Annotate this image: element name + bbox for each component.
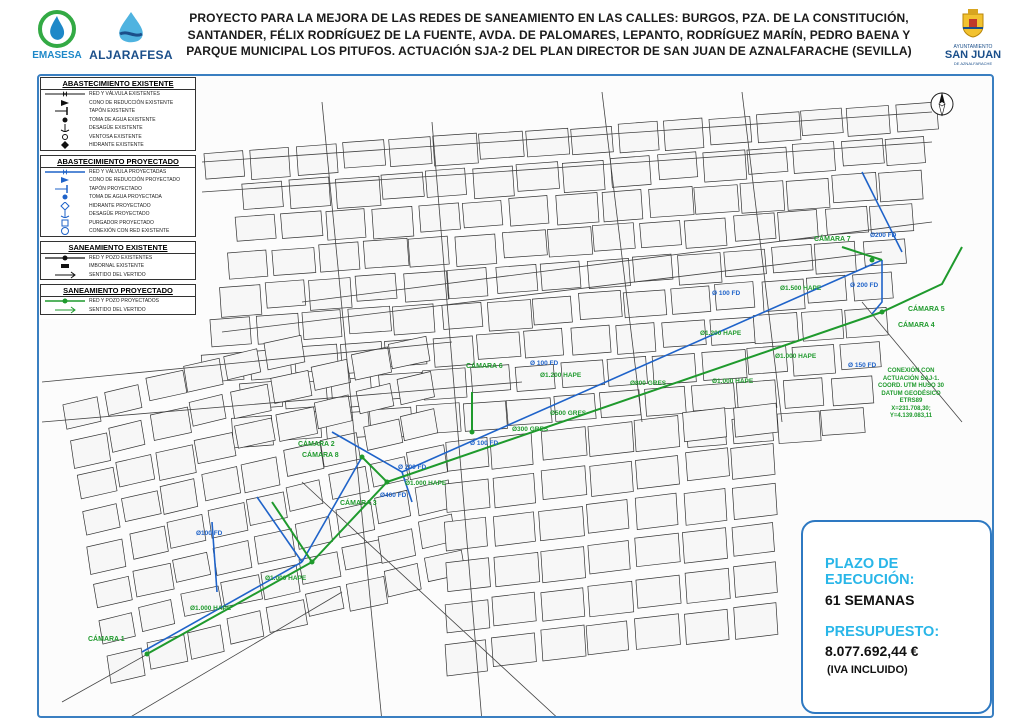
city-block [71, 433, 111, 469]
project-info-box [801, 520, 992, 714]
city-block [250, 147, 290, 179]
city-block [588, 541, 630, 574]
pipe-label-sewer: Ø1.200 HAPE [540, 372, 582, 379]
legend-item: RED Y VÁLVULA EXISTENTES [41, 90, 195, 99]
legend-item: CONO DE REDUCCIÓN EXISTENTE [41, 99, 195, 108]
city-block [476, 332, 521, 359]
city-block [116, 455, 155, 487]
legend-item: SENTIDO DEL VERTIDO [41, 271, 195, 280]
pipe-label-sewer: Ø1.000 HAPE [712, 378, 754, 385]
pipe-label-sewer: Ø1.000 HAPE [775, 353, 817, 360]
legend-item: CONEXIÓN CON RED EXISTENTE [41, 227, 195, 236]
plazo-heading-line: EJECUCIÓN: [825, 572, 915, 588]
city-block [348, 306, 392, 334]
city-block [841, 139, 884, 166]
city-block [658, 152, 698, 180]
pipe-label-water: Ø400 FD [380, 492, 407, 499]
city-block [694, 185, 739, 214]
city-block [516, 162, 560, 192]
city-block [686, 448, 730, 481]
city-block [820, 408, 865, 436]
project-title [180, 10, 918, 60]
city-block [384, 563, 421, 597]
legend-item: PURGADOR PROYECTADO [41, 219, 195, 228]
hidrante-proyectado-icon [41, 202, 89, 210]
pipe-label-sewer: Ø1.200 HAPE [700, 330, 742, 337]
city-block [753, 313, 798, 344]
city-block [194, 432, 236, 463]
red-pozo-proyectado-icon [41, 297, 89, 305]
city-block [623, 290, 667, 318]
legend-item: TAPÓN PROYECTADO [41, 185, 195, 194]
city-block [526, 128, 570, 157]
legend-title: ABASTECIMIENTO PROYECTADO [41, 156, 195, 168]
city-block [189, 394, 226, 426]
city-block [121, 491, 161, 522]
city-block [634, 416, 680, 452]
city-block [213, 541, 252, 576]
city-block [463, 401, 507, 432]
ventosa-icon [41, 133, 89, 141]
city-block [326, 209, 366, 241]
sentido-proyectado-icon [41, 306, 89, 314]
city-block [663, 118, 703, 151]
city-block [462, 200, 502, 227]
city-block [571, 325, 611, 355]
camara-label: CÁMARA 6 [466, 363, 503, 370]
city-block [147, 635, 188, 669]
city-block [703, 150, 747, 182]
city-block [242, 181, 284, 209]
city-block [792, 344, 835, 376]
tapon-proyectado-icon [41, 185, 89, 193]
legend-title: SANEAMIENTO EXISTENTE [41, 242, 195, 254]
city-block [732, 483, 777, 519]
city-block [346, 576, 387, 611]
city-block [588, 581, 634, 616]
city-block [363, 238, 409, 268]
city-block [478, 131, 524, 159]
pipe-label-water: Ø 100 FD [470, 440, 499, 447]
city-block [355, 273, 397, 301]
city-block [372, 206, 414, 239]
city-block [832, 172, 878, 202]
city-block [302, 310, 342, 340]
camara-label: CÁMARA 5 [908, 306, 945, 313]
city-block [509, 196, 549, 227]
legend-item: CONO DE REDUCCIÓN PROYECTADO [41, 176, 195, 185]
city-block [541, 547, 586, 583]
city-block [588, 422, 634, 457]
city-block [231, 384, 272, 418]
city-block [684, 489, 727, 526]
emasesa-logo-text: EMASESA [32, 50, 82, 61]
city-block [296, 144, 338, 176]
city-block [343, 140, 386, 168]
city-block [329, 466, 369, 499]
city-block [691, 383, 735, 411]
conexion-icon [41, 227, 89, 235]
city-block [846, 105, 890, 136]
city-block [885, 136, 925, 165]
legend-item: TAPÓN EXISTENTE [41, 107, 195, 116]
city-block [228, 250, 268, 279]
pipe-label-water: Ø200 FD [870, 232, 897, 239]
toma-proyectada-icon [41, 193, 89, 201]
city-block [235, 214, 276, 241]
city-block [685, 568, 730, 603]
city-block [635, 493, 678, 529]
pipe-label-water: Ø 200 FD [398, 464, 427, 471]
legend-saneamiento-proyectado [40, 284, 196, 315]
city-block [309, 278, 353, 311]
city-block [635, 533, 681, 567]
camara-label: CÁMARA 1 [88, 636, 125, 643]
city-block [188, 625, 225, 659]
camara-label: CÁMARA 4 [898, 322, 935, 329]
connection-note: CONEXIÓN CON ACTUACIÓN SAJ-1. COORD. UTM HUSO 30 DATUM GEODÉSICO ETRS89 X=231.708,30; Y=4.139.083,11 [878, 368, 945, 419]
legend-item: RED Y VÁLVULA PROYECTADAS [41, 168, 195, 177]
san-juan-name: SAN JUAN [944, 49, 1002, 61]
city-block [539, 507, 585, 541]
plazo-heading-line: PLAZO DE [825, 556, 899, 572]
pipe-label-sewer: Ø800 GRES [630, 380, 667, 387]
city-block [786, 178, 830, 210]
title-line: SANTANDER, FÉLIX RODRÍGUEZ DE LA FUENTE, AVDA. DE PALOMARES, LEPANTO, RODRÍGUEZ MARÍN, PEDRO BAENA Y [187, 27, 911, 42]
city-block [246, 492, 287, 526]
header [0, 0, 1024, 70]
city-block [756, 112, 801, 143]
city-block [541, 588, 585, 621]
north-arrow-icon [928, 90, 956, 118]
city-block [202, 467, 241, 501]
city-block [406, 445, 447, 480]
hidrante-icon [41, 141, 89, 149]
camara-label: CÁMARA 8 [302, 452, 339, 459]
city-block [491, 633, 536, 667]
city-block [204, 151, 245, 179]
city-block [336, 502, 375, 538]
pipe-label-water: Ø 100 FD [712, 290, 741, 297]
city-block [280, 211, 322, 239]
city-block [265, 280, 306, 308]
city-block [616, 323, 656, 355]
camara-label: CÁMARA 3 [340, 500, 377, 507]
purgador-icon [41, 219, 89, 227]
emasesa-logo [22, 10, 92, 66]
legend-title: ABASTECIMIENTO EXISTENTE [41, 78, 195, 90]
city-block [734, 603, 778, 640]
city-block [777, 411, 821, 444]
city-block [732, 523, 775, 557]
city-block [455, 234, 497, 266]
city-block [150, 407, 191, 440]
presupuesto-note: (IVA INCLUIDO) [827, 664, 908, 676]
pipe-label-sewer: Ø1.000 HAPE [265, 575, 307, 582]
legend-item: IMBORNAL EXISTENTE [41, 262, 195, 271]
city-block [578, 290, 622, 319]
city-block [289, 177, 331, 209]
city-block [506, 398, 552, 426]
city-block [105, 385, 142, 416]
city-block [130, 526, 169, 559]
city-block [433, 133, 479, 166]
plazo-value: 61 SEMANAS [825, 592, 915, 608]
aljarafesa-logo [86, 10, 176, 66]
city-block [602, 189, 643, 221]
city-block [496, 264, 538, 293]
city-block [378, 529, 415, 564]
city-block [778, 209, 819, 240]
city-block [831, 376, 873, 406]
legend-saneamiento-existente [40, 241, 196, 281]
map-legend [40, 77, 196, 319]
pipe-label-water: Ø 200 FD [850, 282, 879, 289]
pipe-label-sewer: Ø1.500 HAPE [780, 285, 822, 292]
imbornal-icon [41, 262, 89, 270]
city-block [425, 168, 466, 197]
presupuesto-heading: PRESUPUESTO: [825, 624, 940, 640]
city-block [63, 397, 101, 429]
legend-abastecimiento-proyectado [40, 155, 196, 237]
cono-proyectado-icon [41, 176, 89, 184]
city-block [734, 403, 779, 437]
city-block [682, 528, 727, 564]
city-block [635, 455, 679, 489]
pipe-label-sewer: Ø300 GRES [512, 426, 549, 433]
city-block [445, 640, 487, 676]
tapon-icon [41, 107, 89, 115]
city-block [684, 218, 727, 248]
city-block [792, 141, 835, 173]
city-block [762, 279, 805, 312]
city-block [146, 370, 187, 400]
city-block [772, 244, 813, 272]
city-block [173, 552, 211, 582]
city-block [493, 473, 536, 508]
city-block [618, 121, 659, 153]
city-block [532, 296, 572, 325]
desague-proyectado-icon [41, 210, 89, 218]
camara-label: CÁMARA 2 [298, 441, 335, 448]
pipe-label-water: Ø 100 FD [530, 360, 559, 367]
title-line: PARQUE MUNICIPAL LOS PITUFOS. ACTUACIÓN SJA-2 DEL PLAN DIRECTOR DE SAN JUAN DE AZNALFARACHE (SEVILLA) [186, 44, 912, 58]
city-block [671, 286, 711, 314]
city-block [640, 221, 682, 248]
city-block [492, 592, 536, 626]
city-block [184, 358, 223, 392]
city-block [556, 193, 599, 225]
city-block [783, 378, 823, 409]
city-block [83, 504, 120, 535]
aljarafesa-drop-icon [111, 10, 151, 46]
camara-label: CÁMARA 7 [814, 236, 851, 243]
legend-item: SENTIDO DEL VERTIDO [41, 306, 195, 315]
legend-item: TOMA DE AGUA EXISTENTE [41, 116, 195, 125]
presupuesto-value: 8.077.692,44 € [825, 643, 919, 659]
city-block [879, 170, 924, 202]
city-block [801, 108, 844, 136]
city-block [599, 390, 640, 418]
legend-item: DESAGÜE PROYECTADO [41, 210, 195, 219]
coat-of-arms-icon [960, 8, 986, 38]
city-block [724, 249, 767, 277]
city-block [364, 419, 403, 450]
san-juan-logo [938, 8, 1008, 68]
pipe-label-water: Ø100 FD [196, 530, 223, 537]
red-valvula-existente-icon [41, 90, 89, 98]
city-block [636, 575, 681, 608]
city-block [586, 621, 628, 655]
city-block [210, 317, 251, 347]
city-block [342, 540, 383, 570]
city-block [740, 181, 785, 213]
legend-item: HIDRANTE PROYECTADO [41, 202, 195, 211]
city-block [547, 227, 592, 257]
legend-abastecimiento-existente [40, 77, 196, 151]
legend-item: HIDRANTE EXISTENTE [41, 141, 195, 150]
sentido-vertido-icon [41, 271, 89, 279]
city-block [133, 563, 174, 597]
city-block [227, 611, 264, 644]
city-block [446, 558, 491, 592]
legend-item: VENTOSA EXISTENTE [41, 133, 195, 142]
red-proyectada-icon [41, 168, 89, 176]
city-block [540, 261, 581, 290]
legend-item: RED Y POZO EXISTENTES [41, 254, 195, 263]
city-block [683, 408, 727, 442]
pipe-label-sewer: Ø1.000 HAPE [190, 605, 232, 612]
city-block [586, 499, 628, 533]
pipe-label-sewer: Ø1.000 HAPE [405, 480, 447, 487]
city-block [156, 445, 196, 481]
desague-icon [41, 124, 89, 132]
city-block [494, 552, 540, 586]
city-block [734, 562, 778, 598]
city-block [444, 517, 487, 551]
city-block [305, 586, 344, 616]
toma-agua-icon [41, 116, 89, 124]
city-block [381, 172, 424, 199]
city-block [541, 466, 587, 500]
legend-item: RED Y POZO PROYECTADOS [41, 297, 195, 306]
city-block [445, 600, 490, 633]
city-block [592, 223, 635, 252]
san-juan-ayto: AYUNTAMIENTO [953, 44, 993, 50]
city-block [139, 600, 175, 632]
city-block [445, 479, 490, 512]
city-block [389, 137, 432, 167]
title-line: PROYECTO PARA LA MEJORA DE LAS REDES DE SANEAMIENTO EN LAS CALLES: BURGOS, PZA. DE LA CONSTITUCIÓN, [189, 11, 909, 25]
city-block [590, 461, 634, 496]
city-block [77, 467, 117, 499]
city-block [678, 253, 723, 286]
city-block [94, 576, 133, 607]
city-block [702, 350, 747, 381]
city-block [863, 239, 906, 266]
san-juan-sub: DE AZNALFARACHE [953, 61, 993, 66]
red-pozo-existente-icon [41, 254, 89, 262]
city-block [747, 147, 788, 174]
city-block [241, 457, 280, 493]
emasesa-drop-icon [38, 10, 76, 48]
city-block [254, 529, 295, 564]
city-block [87, 539, 126, 574]
cono-reduccion-icon [41, 99, 89, 107]
city-block [541, 625, 586, 661]
legend-title: SANEAMIENTO PROYECTADO [41, 285, 195, 297]
city-block [487, 300, 532, 332]
pipe-label-water: Ø 150 FD [848, 362, 877, 369]
city-block [610, 156, 651, 188]
city-block [649, 186, 694, 217]
aljarafesa-logo-text: ALJARAFESA [89, 48, 173, 62]
city-block [524, 328, 564, 358]
city-block [319, 242, 360, 272]
city-block [634, 614, 680, 650]
city-block [109, 420, 145, 452]
city-block [220, 285, 262, 318]
city-block [272, 248, 316, 276]
city-block [734, 213, 776, 241]
legend-item: TOMA DE AGUA PROYECTADA [41, 193, 195, 202]
pipe-label-sewer: Ø500 GRES [550, 410, 587, 417]
city-block [731, 443, 775, 479]
city-block [160, 479, 198, 515]
legend-item: DESAGÜE EXISTENTE [41, 124, 195, 133]
city-block [493, 512, 535, 546]
city-block [684, 609, 729, 644]
city-block [502, 230, 547, 258]
